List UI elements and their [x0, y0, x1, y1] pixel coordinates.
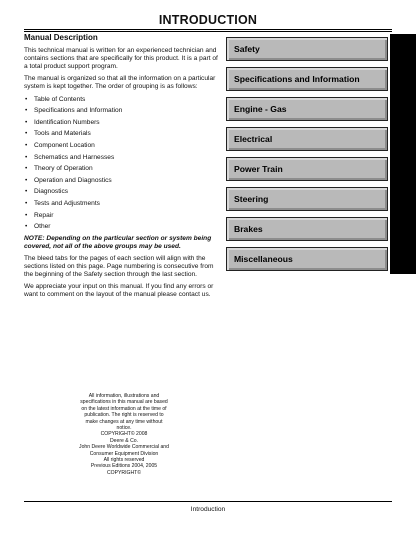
list-item-label: Operation and Diagnostics [34, 176, 112, 184]
footer-divider [24, 501, 392, 502]
bleed-tab-marker [390, 244, 416, 274]
feedback-paragraph: We appreciate your input on this manual. If you find any errors or want to comment on the layout of the manual please contact us. [24, 283, 214, 299]
list-item-label: Schematics and Harnesses [34, 153, 115, 161]
section-tab-electrical[interactable] [226, 127, 416, 151]
bleed-tab-marker [390, 124, 416, 154]
section-tab-label[interactable]: Engine - Gas [226, 97, 388, 121]
bullet-icon: • [25, 118, 28, 126]
bullet-icon: • [25, 130, 28, 138]
list-item [24, 212, 220, 220]
title-divider-top [24, 29, 392, 30]
section-tab-brakes[interactable] [226, 217, 416, 241]
intro-paragraph: This technical manual is written for an experienced technician and contains sections that are specifically for this product. It is a part of a total product support program. [24, 47, 218, 71]
list-item-label: Identification Numbers [34, 118, 100, 126]
copyright-line: notice. [116, 425, 132, 432]
list-item [24, 188, 220, 196]
bullet-icon: • [25, 188, 28, 196]
copyright-line: Deere & Co. [109, 437, 139, 444]
bleed-tabs-paragraph: The bleed tabs for the pages of each section will align with the sections listed on this page. Page numbering is consecutive from the beginning of the Safety section through the last section. [24, 254, 214, 279]
title-divider-bottom [24, 31, 392, 32]
section-tab-label[interactable]: Safety [226, 37, 388, 61]
list-item [24, 130, 220, 138]
copyright-line: John Deere Worldwide Commercial and [79, 444, 169, 451]
list-item-label: Tools and Materials [34, 130, 91, 138]
section-tab-label[interactable]: Specifications and Information [226, 67, 388, 91]
section-tab-label[interactable]: Power Train [226, 157, 388, 181]
bullet-icon: • [25, 153, 28, 161]
section-tab-miscellaneous[interactable] [226, 247, 416, 271]
bullet-icon: • [25, 223, 28, 231]
copyright-line: specifications in this manual are based [80, 399, 168, 406]
bullet-icon: • [25, 176, 28, 184]
copyright-notice [60, 393, 188, 476]
list-item-label: Component Location [34, 141, 95, 149]
bullet-icon: • [25, 165, 28, 173]
section-tab-label[interactable]: Electrical [226, 127, 388, 151]
bullet-icon: • [25, 211, 28, 219]
bullet-icon: • [25, 141, 28, 149]
copyright-line: make changes at any time without [85, 418, 163, 425]
copyright-line: Previous Editions 2004, 2005 [90, 463, 158, 470]
section-tab-safety[interactable] [226, 37, 416, 61]
list-item-label: Other [34, 223, 51, 231]
section-tab-label[interactable]: Miscellaneous [226, 247, 388, 271]
copyright-line: publication. The right is reserved to [84, 412, 164, 419]
bleed-tab-marker [390, 184, 416, 214]
list-item [24, 96, 220, 104]
section-tab-steering[interactable] [226, 187, 416, 211]
list-item [24, 154, 220, 162]
list-item [24, 177, 220, 185]
list-item [24, 223, 220, 231]
section-tab-label[interactable]: Brakes [226, 217, 388, 241]
list-item [24, 165, 220, 173]
manual-description [24, 34, 220, 303]
list-item-label: Diagnostics [34, 188, 69, 196]
bleed-tab-marker [390, 94, 416, 124]
copyright-line: All rights reserved [103, 457, 145, 464]
section-tab-label[interactable]: Steering [226, 187, 388, 211]
group-list [24, 96, 220, 232]
copyright-line: on the latest information at the time of [81, 405, 167, 412]
list-item [24, 142, 220, 150]
copyright-line: COPYRIGHT© 2008 [100, 431, 148, 438]
list-item-label: Repair [34, 211, 54, 219]
list-item [24, 107, 220, 115]
list-item [24, 200, 220, 208]
list-item-label: Table of Contents [34, 95, 86, 103]
list-item-label: Theory of Operation [34, 165, 93, 173]
section-tabs [226, 37, 416, 277]
bleed-tab-marker [390, 64, 416, 94]
bleed-tab-marker [390, 154, 416, 184]
organization-paragraph: The manual is organized so that all the information on a particular system is kept together. The order of grouping is as follows: [24, 75, 216, 91]
bleed-tab-marker [390, 214, 416, 244]
page-title: INTRODUCTION [158, 13, 258, 27]
list-item-label: Tests and Adjustments [34, 199, 100, 207]
list-item [24, 119, 220, 127]
copyright-line: All information, illustrations and [88, 393, 160, 399]
bullet-icon: • [25, 95, 28, 103]
copyright-line: Consumer Equipment Division [89, 450, 159, 457]
bullet-icon: • [25, 199, 28, 207]
page-footer: Introduction [190, 506, 226, 513]
list-item-label: Specifications and Information [34, 107, 123, 115]
section-tab-power-train[interactable] [226, 157, 416, 181]
copyright-line: COPYRIGHT© [106, 469, 142, 476]
bullet-icon: • [25, 107, 28, 115]
section-tab-engine-gas[interactable] [226, 97, 416, 121]
section-heading: Manual Description [24, 33, 98, 42]
bleed-tab-marker [390, 34, 416, 64]
note-text: NOTE: Depending on the particular section or system being covered, not all of the above groups may be used. [24, 234, 212, 250]
section-tab-specifications[interactable] [226, 67, 416, 91]
